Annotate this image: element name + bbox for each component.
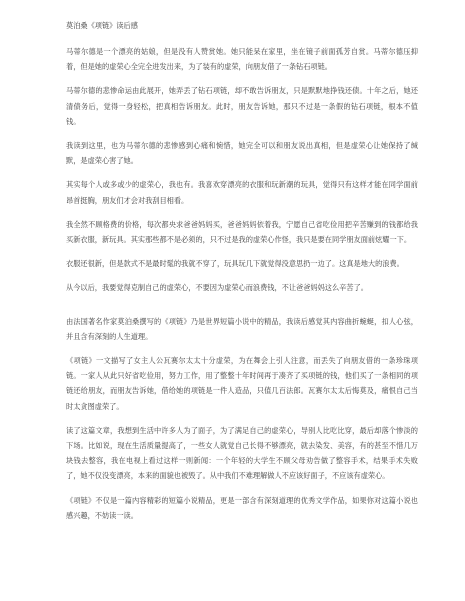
document-title: 莫泊桑《项链》读后感 bbox=[66, 21, 138, 30]
paragraph-5: 我全然不顾格费的价格，每次都央求爸爸妈妈买，爸爸妈妈依着我，宁愿自己省吃俭用把辛苦赚到的钱都给我买新衣服，新玩具。其实那些都不是必须的，只不过是我的虚荣心作怪，我只是要在同学朋友面前炫耀一下。 bbox=[66, 219, 418, 245]
paragraph-11: 《项链》不仅是一篇内容精彩的短篇小说精品，更是一部含有深刻道理的优秀文学作品，如果你对这篇小说也感兴趣，不妨读一读。 bbox=[66, 495, 418, 520]
paragraph-10: 读了这篇文章，我想到生活中许多人为了面子，为了满足自己的虚荣心，导别人比吃比穿，最后却落个惨淡的下场。比如说，现在生活质量提高了，一些女人就觉自己长得不够漂亮，就去染发、美容，有的甚至不惜几万块钱去整容，我在电视上看过这样一则新闻：一个年轻的大学生不顾父母劝告做了整容手术，结果手术失败了，她不仅没变漂亮，本来的面貌也被毁了。从中我们不难理解做人不应该好面子，不应该有虚荣心。 bbox=[66, 425, 418, 481]
paragraph-1: 马蒂尔德是一个漂亮的姑娘，但是没有人赞赏她。她只能呆在家里，坐在镜子前面孤芳自赏。马蒂尔德压抑着，但是她的虚荣心全完全进发出来，为了装有的虚荣，向朋友借了一条钻石项链。 bbox=[66, 47, 418, 72]
section-gap bbox=[66, 305, 418, 314]
paragraph-9: 《项链》一文描写了女主人公瓦赛尔太太十分虚荣，为在舞会上引人注意，而丢失了向朋友借的一条珍珠项链。一家人从此只好省吃俭用，努力工作，用了整整十年时间再于凑齐了买项链的钱，他们买了一条相同的项链还给朋友，而朋友告诉她，借给她的项链是一件人造品，只值几百法郎。瓦赛尔太太后悔莫及，痛恨自己当时太贪图虚荣了。 bbox=[66, 356, 418, 411]
paragraph-6: 衣服还很新，但是款式不是最时髦的我就不穿了，玩具玩几下就觉得没意思扔一边了。这真是地大的浪费。 bbox=[66, 259, 404, 269]
paragraph-8: 由法国著名作家莫泊桑撰写的《项链》乃是世界短篇小说中的精品，我读后感觉其内容曲折蜿蜒，扣人心弦，并且含有深刻的人生道理。 bbox=[66, 316, 418, 341]
paragraph-7: 从今以后，我要觉得克制自己的虚荣心，不要因为虚荣心而浪费钱，不让爸爸妈妈这么辛苦了。 bbox=[66, 283, 368, 293]
paragraph-3: 我读到这里，也为马蒂尔德的悲惨感到心痛和惋惜，她完全可以和朋友说出真相，但是虚荣心让她保持了缄默，是虚荣心害了她。 bbox=[66, 141, 418, 166]
paragraph-4: 其实每个人或多或少的虚荣心，我也有。我喜欢穿漂亮的衣服和玩新潮的玩具，觉得只有这样才能在同学面前昂首挺胸，朋友们才会对我刮目相看。 bbox=[66, 180, 418, 205]
paragraph-2: 马蒂尔德的悲惨命运由此展开，她弄丢了钻石项链，却不敢告诉朋友，只是默默地挣钱还债。十年之后，她还清债务后，觉得一身轻松，把真相告诉朋友。此时，朋友告诉她，那只不过是一条假的钻石项链，根本不值钱。 bbox=[66, 86, 418, 126]
